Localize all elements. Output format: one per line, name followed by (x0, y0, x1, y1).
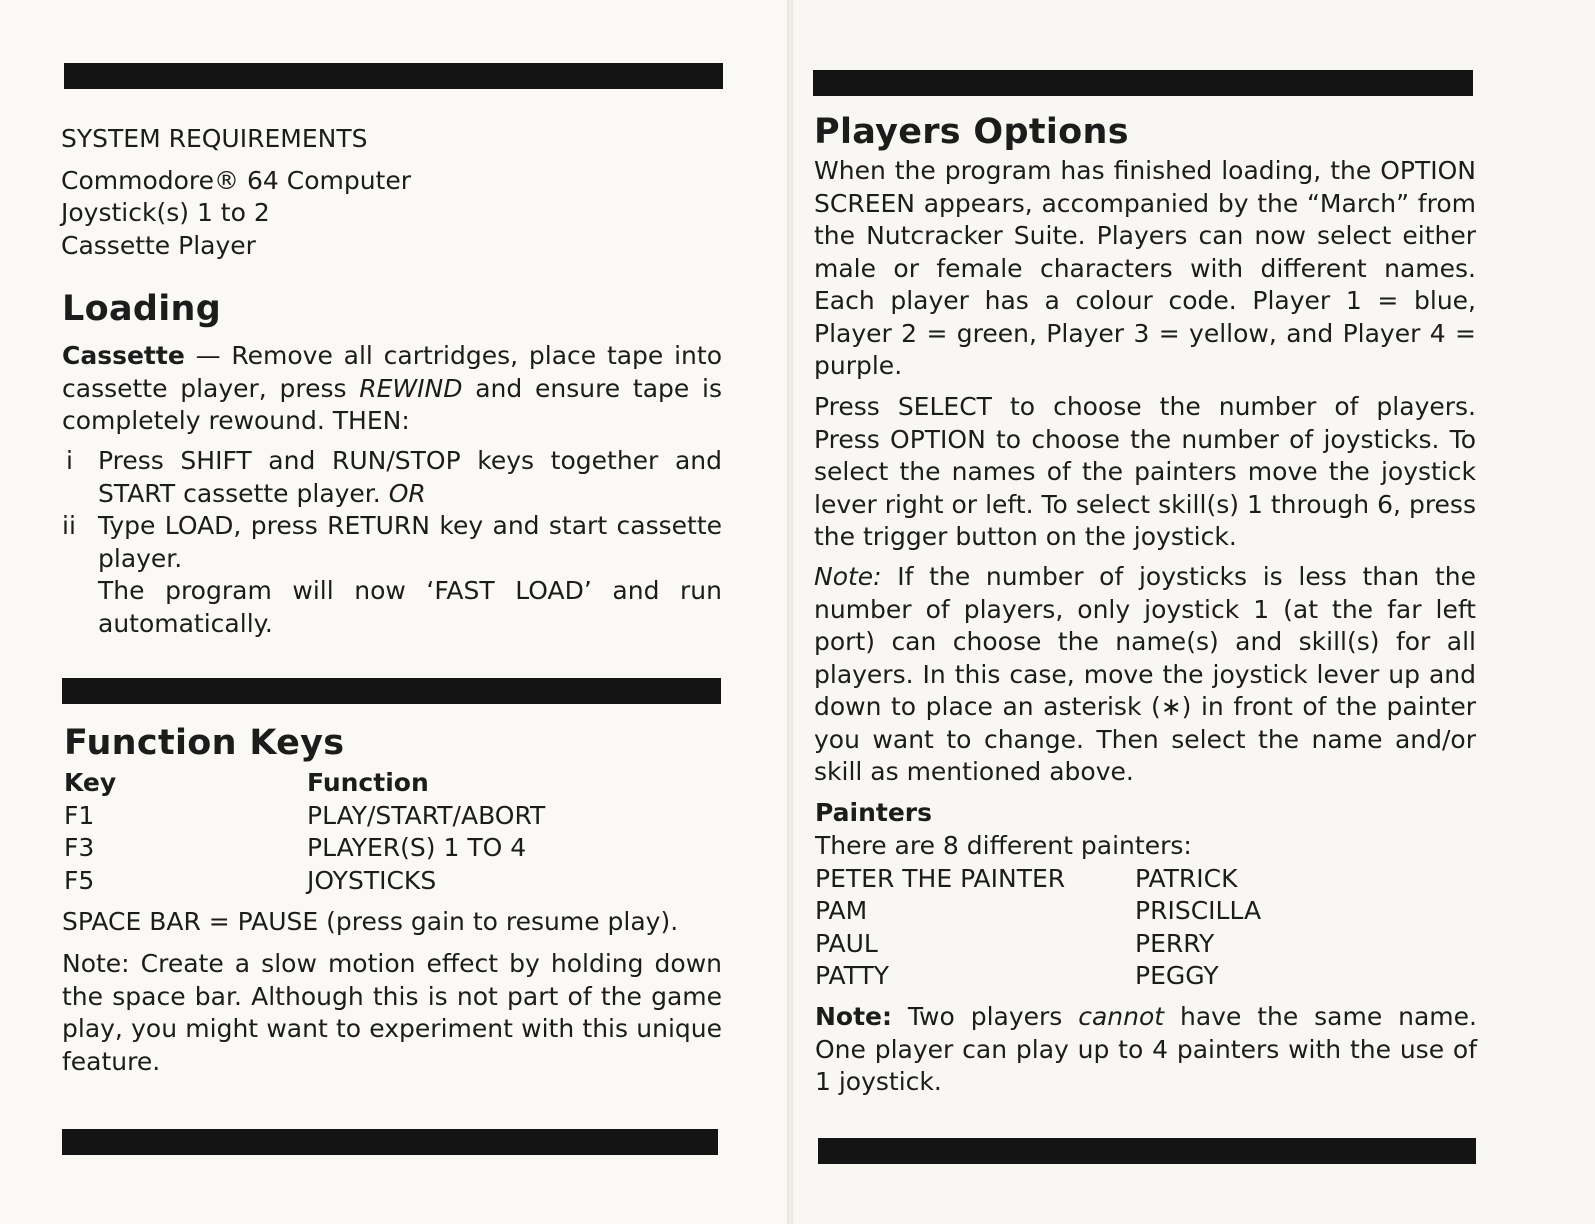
bottom-bar-right (818, 1138, 1476, 1164)
cassette-label: Cassette (62, 341, 185, 370)
slow-motion-note: Note: Create a slow motion effect by holding down the space bar. Although this is not part of the game play, you might want to experiment with this unique feature. (62, 949, 722, 1076)
loading-cassette-text (62, 340, 722, 438)
step-or: OR (388, 478, 426, 508)
space-bar-line: SPACE BAR = PAUSE (press gain to resume play). (62, 907, 679, 936)
left-page (0, 0, 787, 1224)
step-text: Type LOAD, press RETURN key and start cassette player. (98, 511, 722, 573)
painters-intro: There are 8 different painters: (815, 831, 1192, 860)
painter-name: PERRY (1135, 928, 1215, 958)
cassette-text-1: — Remove all cartridges, place tape into cassette player, press (62, 341, 722, 403)
painter-name: PEGGY (1135, 961, 1219, 990)
players-options-para1: When the program has finished loading, the OPTION SCREEN appears, accompanied by the “March” from the Nutcracker Suite. Players can now select either male or female characters with different names. Each player has a colour code. Player 1 = blue, Player 2 = green, Player 3 = yellow, and Player 4 = purple. (814, 156, 1476, 380)
loading-step (62, 445, 722, 510)
painter-name: PETER THE PAINTER (815, 863, 1066, 893)
table-row (64, 865, 724, 898)
right-page (793, 0, 1595, 1224)
players-options-title: Players Options (814, 112, 1129, 152)
function-cell: PLAY/START/ABORT (307, 800, 546, 830)
joystick-note (814, 561, 1476, 789)
col-function-header: Function (307, 768, 429, 797)
requirement-cassette: Cassette Player (61, 230, 256, 260)
cassette-text-2: and ensure tape is completely rewound. THEN: (62, 373, 722, 435)
rewind-word: REWIND (359, 373, 463, 403)
players-options-para2: Press SELECT to choose the number of players. Press OPTION to choose the number of joysticks. To select the names of the painters move the joystick lever right or left. To select skill(s) 1 through 6, press the trigger button on the joystick. (814, 392, 1476, 551)
key-cell: F5 (64, 865, 95, 895)
painters-list (815, 830, 1475, 993)
painter-name: PATTY (815, 961, 890, 990)
table-row (64, 832, 724, 865)
painters-note-cannot: cannot (1078, 1002, 1165, 1031)
painters-note-text-1: Two players (892, 1002, 1079, 1031)
function-keys-title: Function Keys (64, 723, 345, 763)
joystick-note-label: Note: (814, 562, 882, 591)
col-key-header: Key (64, 768, 117, 797)
fast-load-note-row (62, 575, 722, 640)
table-row (64, 800, 724, 833)
step-number: i (66, 446, 73, 475)
requirement-joystick: Joystick(s) 1 to 2 (61, 198, 270, 227)
system-requirements-heading: SYSTEM REQUIREMENTS (61, 124, 368, 153)
requirement-computer: Commodore® 64 Computer (61, 165, 412, 195)
painters-title: Painters (815, 798, 933, 827)
top-bar-left (64, 63, 723, 89)
joystick-note-text: If the number of joysticks is less than the number of players, only joystick 1 (at the far left port) can choose the name(s) and skill(s) for all players. In this case, move the joystick lever up and down to place an asterisk (∗) in front of the painter you want to change. Then select the name and/or skill as mentioned above. (814, 562, 1476, 786)
step-text: Press SHIFT and RUN/STOP keys together and START cassette player. (98, 446, 722, 508)
fast-load-note: The program will now ‘FAST LOAD’ and run automatically. (98, 576, 722, 638)
top-bar-right (813, 70, 1473, 96)
painter-name: PRISCILLA (1135, 896, 1262, 925)
painters-note (815, 1001, 1477, 1099)
painter-name: PATRICK (1135, 863, 1238, 893)
painter-name: PAUL (815, 928, 878, 958)
key-cell: F1 (64, 800, 95, 830)
loading-step (62, 510, 722, 575)
list-item (815, 960, 1475, 993)
key-cell: F3 (64, 833, 95, 862)
list-item (815, 863, 1475, 896)
loading-title: Loading (62, 289, 222, 329)
painters-note-label: Note: (815, 1002, 893, 1031)
step-number: ii (62, 511, 76, 540)
painters-note-text-2: have the same name. One player can play up to 4 painters with the use of 1 joystick. (815, 1002, 1477, 1096)
function-cell: JOYSTICKS (307, 865, 437, 895)
list-item (815, 928, 1475, 961)
function-keys-table (64, 767, 724, 897)
bottom-bar-left (62, 1129, 718, 1155)
middle-bar-left (62, 678, 721, 704)
system-requirements (61, 123, 481, 262)
loading-steps (62, 445, 722, 640)
painter-name: PAM (815, 896, 868, 925)
function-keys-header (64, 767, 724, 800)
function-cell: PLAYER(S) 1 TO 4 (307, 833, 527, 862)
list-item (815, 895, 1475, 928)
